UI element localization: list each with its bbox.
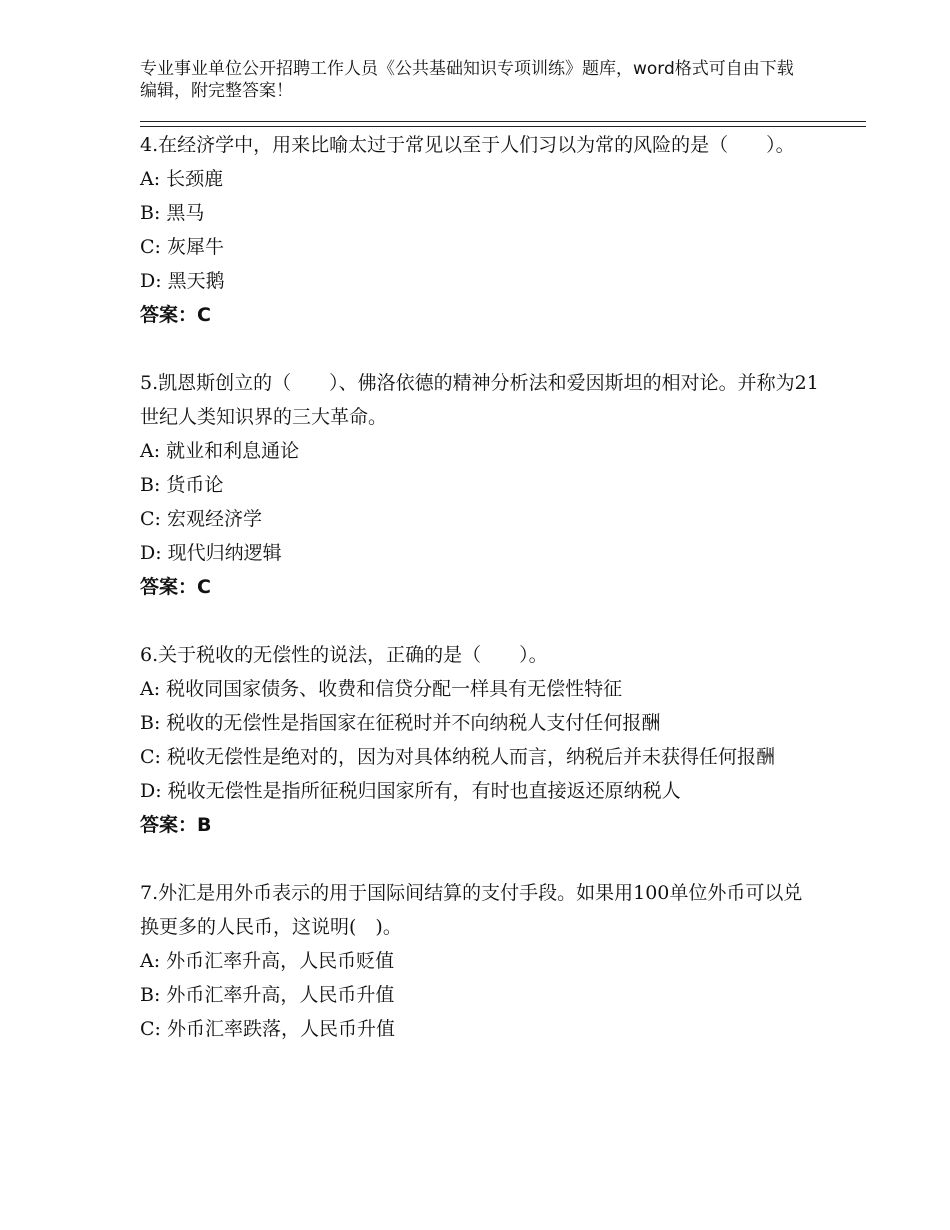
answer-label: 答案：B	[140, 814, 212, 836]
answer-label: 答案：C	[140, 304, 211, 326]
question-stem: 4.在经济学中，用来比喻太过于常见以至于人们习以为常的风险的是（ ）。	[140, 134, 795, 156]
question-4	[140, 128, 820, 332]
option-c: C: 宏观经济学	[140, 508, 262, 530]
option-b: B: 税收的无偿性是指国家在征税时并不向纳税人支付任何报酬	[140, 712, 661, 734]
question-stem: 6.关于税收的无偿性的说法，正确的是（ ）。	[140, 644, 548, 666]
question-5	[140, 366, 820, 604]
option-b: B: 货币论	[140, 474, 224, 496]
question-7	[140, 876, 820, 1046]
option-b: B: 黑马	[140, 202, 205, 224]
question-stem: 5.凯恩斯创立的（ ）、佛洛依德的精神分析法和爱因斯坦的相对论。并称为21世纪人类知识界的三大革命。	[140, 372, 819, 428]
option-c: C: 税收无偿性是绝对的，因为对具体纳税人而言，纳税后并未获得任何报酬	[140, 746, 775, 768]
option-c: C: 灰犀牛	[140, 236, 224, 258]
option-c: C: 外币汇率跌落，人民币升值	[140, 1018, 395, 1040]
option-d: D: 税收无偿性是指所征税归国家所有，有时也直接返还原纳税人	[140, 780, 681, 802]
document-header: 专业事业单位公开招聘工作人员《公共基础知识专项训练》题库，word格式可自由下载编辑，附完整答案！	[140, 59, 794, 101]
option-a: A: 税收同国家债务、收费和信贷分配一样具有无偿性特征	[140, 678, 623, 700]
header-rule-bottom	[140, 126, 866, 127]
option-d: D: 黑天鹅	[140, 270, 225, 292]
option-a: A: 就业和利息通论	[140, 440, 300, 462]
option-d: D: 现代归纳逻辑	[140, 542, 282, 564]
header-rule-top	[140, 121, 866, 122]
option-b: B: 外币汇率升高，人民币升值	[140, 984, 395, 1006]
question-list	[140, 128, 820, 1046]
answer-label: 答案：C	[140, 576, 211, 598]
question-stem: 7.外汇是用外币表示的用于国际间结算的支付手段。如果用100单位外币可以兑换更多的人民币，这说明( )。	[140, 882, 803, 938]
option-a: A: 外币汇率升高，人民币贬值	[140, 950, 395, 972]
option-a: A: 长颈鹿	[140, 168, 224, 190]
question-6	[140, 638, 820, 842]
